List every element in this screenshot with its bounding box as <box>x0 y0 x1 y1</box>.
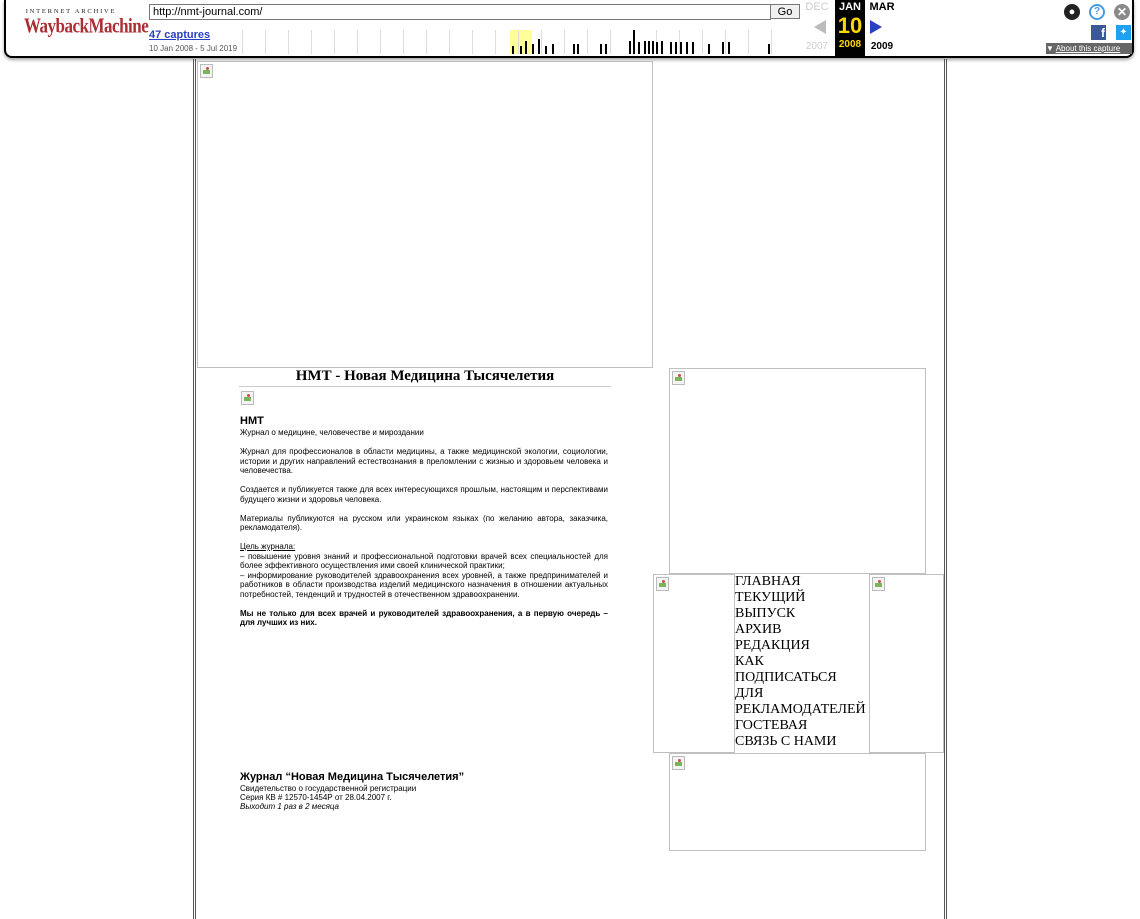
intro-paragraph: Материалы публикуются на русском или украинском языках (по желанию автора, заказчика, рекламодателя). <box>240 513 608 532</box>
current-capture-date <box>835 0 865 56</box>
prev-year-label: 2007 <box>805 41 829 52</box>
twitter-icon[interactable]: ✦ <box>1116 25 1131 40</box>
menu-item-subscribe[interactable]: ПОДПИСАТЬСЯ <box>735 670 837 685</box>
capture-bar <box>629 41 631 54</box>
capture-bar <box>686 42 688 54</box>
intro-subheading: Журнал о медицине, человечестве и мироздании <box>240 428 424 437</box>
month-separator <box>288 30 289 54</box>
capture-bar <box>520 46 522 54</box>
month-separator <box>472 30 473 54</box>
url-input[interactable] <box>149 4 771 20</box>
footer-line <box>240 802 610 811</box>
intro-paragraph: Журнал для профессионалов в области медицины, а также медицинской экологии, социологии, истории и других направлений естествознания в преломлении с жизнью и здоровьем человека и человечества. <box>240 447 608 475</box>
prev-year-column[interactable] <box>799 40 835 54</box>
footer-line: Свидетельство о государственной регистрации <box>240 784 417 793</box>
capture-bar <box>680 42 682 54</box>
month-separator <box>702 30 703 54</box>
menu-item-archive[interactable]: АРХИВ <box>735 622 782 637</box>
capture-bar <box>656 42 658 54</box>
month-separator <box>495 30 496 54</box>
close-icon[interactable]: ✕ <box>1114 4 1130 20</box>
capture-bar <box>728 42 730 54</box>
logo-main-text: WaybackMachine <box>24 13 149 38</box>
menu-item-home[interactable]: ГЛАВНАЯ <box>735 574 801 589</box>
capture-bar <box>708 44 710 54</box>
capture-bar <box>600 44 602 54</box>
month-separator <box>564 30 565 54</box>
month-separator <box>265 30 266 54</box>
logo-image <box>239 389 257 407</box>
header-banner-image <box>197 61 653 368</box>
prev-capture-arrow-icon[interactable] <box>814 20 826 34</box>
menu-item-current[interactable]: ТЕКУЩИЙ <box>735 590 806 605</box>
help-icon[interactable]: ? <box>1089 4 1105 20</box>
menu-right-image <box>869 574 944 753</box>
next-month-column[interactable] <box>864 0 900 14</box>
broken-image-icon <box>672 371 685 385</box>
broken-image-icon <box>672 756 685 770</box>
broken-image-icon <box>200 64 213 78</box>
next-year-column[interactable] <box>864 40 900 54</box>
capture-bar <box>670 42 672 54</box>
facebook-icon[interactable]: f <box>1091 25 1106 40</box>
capture-bar <box>573 44 575 54</box>
next-capture-arrow-icon[interactable] <box>870 20 882 34</box>
user-icon[interactable]: ● <box>1064 4 1080 20</box>
about-capture-button[interactable] <box>1046 43 1132 54</box>
current-month-label: JAN <box>838 1 861 13</box>
page-title: НМТ - Новая Медицина Тысячелетия <box>239 368 611 387</box>
menu-left-image <box>653 574 735 753</box>
next-month-label: MAR <box>869 1 895 13</box>
capture-bar <box>552 44 554 54</box>
capture-sparkline[interactable] <box>242 26 800 54</box>
journal-footer <box>240 771 610 811</box>
intro-paragraph: Создается и публикуется также для всех интересующихся прошлым, настоящим и перспективами будущего жизни и здоровья человека. <box>240 485 608 504</box>
capture-bar <box>577 44 579 54</box>
month-separator <box>518 30 519 54</box>
footer-line: Серия КВ # 12570-1454Р от 28.04.2007 г. <box>240 793 392 802</box>
capture-bar <box>692 42 694 54</box>
goal-item: – повышение уровня знаний и профессиональной подготовки врачей всех специальностей для более эффективного осуществления ими своей клинической практики; <box>240 551 608 570</box>
footer-frequency: Выходит 1 раз в 2 месяца <box>240 802 339 811</box>
closing-statement: Мы не только для всех врачей и руководителей здравоохранения, а в первую очередь – для лучших из них. <box>240 608 608 627</box>
side-image-top <box>669 368 926 574</box>
menu-item-advertisers[interactable]: РЕКЛАМОДАТЕЛЕЙ <box>735 702 866 717</box>
footer-heading: Журнал “Новая Медицина Тысячелетия” <box>240 771 465 783</box>
capture-bar <box>633 30 635 54</box>
goal-label: Цель журнала: <box>240 542 296 551</box>
menu-item-editorial[interactable]: РЕДАКЦИЯ <box>735 638 810 653</box>
capture-bar <box>532 44 534 54</box>
month-separator <box>426 30 427 54</box>
wayback-logo[interactable] <box>24 8 149 44</box>
capture-bar <box>675 42 677 54</box>
goal-item: – информирование руководителей здравоохранения всех уровней, а также предпринимателей и работников в области производства изделий медицинского назначения в отношении актуальных потребностей, тенденций и трудностей в отечественном здравоохранении. <box>240 570 608 599</box>
capture-date-range: 10 Jan 2008 - 5 Jul 2019 <box>149 44 238 53</box>
month-separator <box>403 30 404 54</box>
capture-bar <box>644 41 646 54</box>
month-separator <box>587 30 588 54</box>
menu-item-guestbook[interactable]: ГОСТЕВАЯ <box>735 718 808 733</box>
month-separator <box>311 30 312 54</box>
go-button[interactable]: Go <box>770 4 800 19</box>
next-year-label: 2009 <box>870 41 894 52</box>
capture-bar <box>605 44 607 54</box>
current-year-label: 2008 <box>838 39 862 50</box>
month-separator <box>771 30 772 54</box>
capture-bar <box>512 46 514 54</box>
month-separator <box>449 30 450 54</box>
month-separator <box>357 30 358 54</box>
side-image-bottom <box>669 753 926 851</box>
capture-bar <box>768 44 770 54</box>
wayback-toolbar <box>4 0 1134 58</box>
capture-bar <box>652 41 654 54</box>
capture-bar <box>638 42 640 54</box>
menu-item-issue[interactable]: ВЫПУСК <box>735 606 796 621</box>
broken-image-icon <box>241 391 254 405</box>
menu-item-contact[interactable]: СВЯЗЬ С НАМИ <box>735 734 837 749</box>
intro-content <box>240 415 608 637</box>
month-separator <box>242 30 243 54</box>
month-separator <box>380 30 381 54</box>
month-separator <box>725 30 726 54</box>
capture-bar <box>545 46 547 54</box>
month-separator <box>610 30 611 54</box>
capture-bar <box>648 41 650 54</box>
month-separator <box>541 30 542 54</box>
capture-bar <box>722 42 724 54</box>
capture-bar <box>538 39 540 54</box>
main-nav-menu <box>735 574 869 750</box>
caret-down-icon: ▼ <box>1046 44 1054 53</box>
capture-bar <box>661 41 663 54</box>
month-separator <box>748 30 749 54</box>
prev-month-label: DEC <box>805 1 829 13</box>
month-separator <box>334 30 335 54</box>
menu-item-how[interactable]: КАК <box>735 654 764 669</box>
about-capture-label: About this capture <box>1055 44 1121 53</box>
captures-link[interactable]: 47 captures <box>149 29 211 41</box>
intro-heading: НМТ <box>240 415 264 427</box>
prev-month-column[interactable] <box>799 0 835 14</box>
broken-image-icon <box>872 577 885 591</box>
capture-bar <box>525 41 527 54</box>
logo-top-text: INTERNET ARCHIVE <box>25 8 117 15</box>
menu-item-for[interactable]: ДЛЯ <box>735 686 764 701</box>
current-day-label: 10 <box>837 13 863 38</box>
broken-image-icon <box>656 577 669 591</box>
